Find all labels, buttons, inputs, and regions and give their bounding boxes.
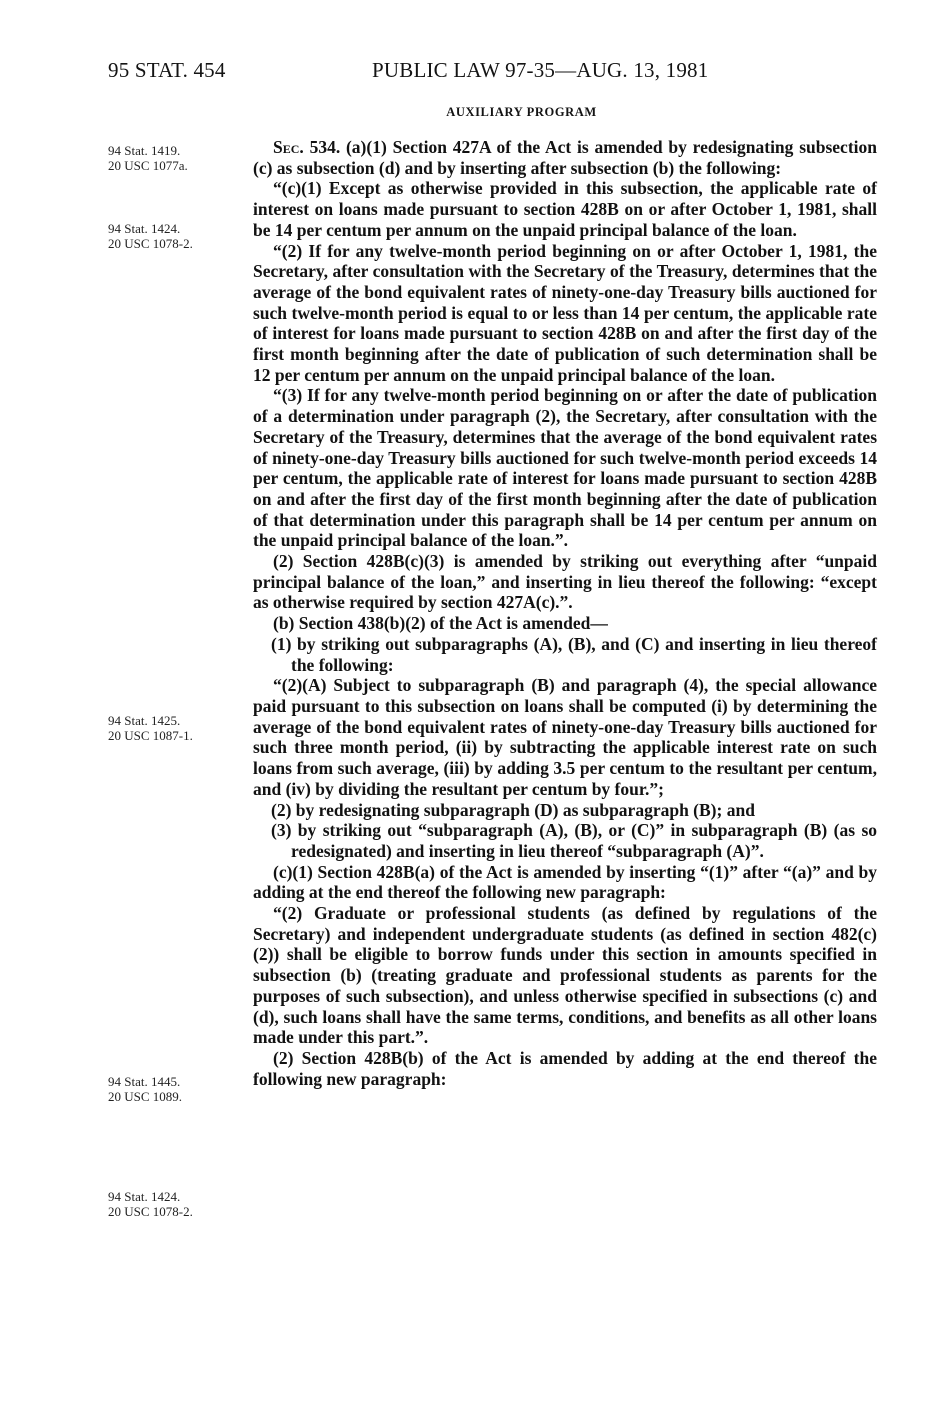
sec-text: 534. (a)(1) Section 427A of the Act is amended by redesignating subsection (c) as subsection (d) and by inserting after subsection (b) the following: [253,137,877,178]
margin-note-usc: 20 USC 1078-2. [108,1204,193,1219]
paragraph-c3: “(3) If for any twelve-month period beginning on or after the date of publication of a determination under paragraph (2), the Secretary, after consultation with the Secretary of the Treasury, determines that the average of the bond equivalent rates of ninety-one-day Treasury bills auctioned for such twelve-month period exceeds 14 per centum, the applicable rate of interest for loans made pursuant to section 428B on and after the first day of the first month beginning after the date of publication of that determination under this paragraph shall be 14 per centum per annum on the unpaid principal balance of the loan.”. [253,385,877,551]
margin-note-stat: 94 Stat. 1424. [108,1189,181,1204]
margin-note [108,221,248,251]
page-number-header: 95 STAT. 454 [108,58,226,82]
margin-note-stat: 94 Stat. 1445. [108,1074,181,1089]
margin-note [108,713,248,743]
margin-note-usc: 20 USC 1087-1. [108,728,193,743]
statute-body [253,137,877,1089]
margin-note [108,143,248,173]
section-heading: AUXILIARY PROGRAM [446,105,597,119]
margin-note-stat: 94 Stat. 1419. [108,143,181,158]
margin-note-usc: 20 USC 1077a. [108,158,188,173]
margin-note-usc: 20 USC 1078-2. [108,236,193,251]
paragraph-b: (b) Section 438(b)(2) of the Act is amended— [273,613,608,634]
paragraph-c1: “(c)(1) Except as otherwise provided in this subsection, the applicable rate of interest on loans made pursuant to section 428B on or after October 1, 1981, shall be 14 per centum per annum on the unpaid principal balance of the loan. [253,178,877,240]
paragraph-c-1: (c)(1) Section 428B(a) of the Act is amended by inserting “(1)” after “(a)” and by adding at the end thereof the following new paragraph: [253,861,877,903]
margin-note [108,1189,248,1219]
clause-b3: (3) by striking out “subparagraph (A), (B), or (C)” in subparagraph (B) (as so redesignated) and inserting in lieu thereof “subparagraph (A)”. [271,820,877,861]
paragraph-new-2: “(2) Graduate or professional students (as defined by regulations of the Secretary) and independent undergraduate students (as defined in section 482(c)(2)) shall be eligible to borrow funds under this section in amounts specified in subsection (b) (treating graduate and professional students as parents for the purposes of such subsection), and unless otherwise specified in subsections (c) and (d), such loans shall have the same terms, conditions, and benefits as all other loans made under this part.”. [253,903,877,1048]
margin-note-stat: 94 Stat. 1424. [108,221,181,236]
paragraph-a2: (2) Section 428B(c)(3) is amended by striking out everything after “unpaid principal balance of the loan,” and inserting in lieu thereof the following: “except as otherwise required by section 427A(c).”. [253,551,877,613]
clause-b1: (1) by striking out subparagraphs (A), (B), and (C) and inserting in lieu thereof the following: [271,633,877,675]
paragraph-2a: “(2)(A) Subject to subparagraph (B) and paragraph (4), the special allowance paid pursuant to this subsection on loans shall be computed (i) by determining the average of the bond equivalent rates of ninety-one-day Treasury bills auctioned for such three month period, (ii) by subtracting the applicable interest rate on such loans from such average, (iii) by adding 3.5 per centum to the resultant per centum, and (iv) by dividing the resultant per centum by four.”; [253,675,877,799]
public-law-header: PUBLIC LAW 97-35—AUG. 13, 1981 [372,58,709,82]
margin-note-usc: 20 USC 1089. [108,1089,183,1104]
section-534-intro [253,137,877,178]
margin-note-stat: 94 Stat. 1425. [108,713,181,728]
paragraph-c-2: (2) Section 428B(b) of the Act is amended by adding at the end thereof the following new paragraph: [253,1047,877,1089]
sec-label: Sec. [273,137,304,157]
margin-note [108,1074,248,1104]
clause-b2: (2) by redesignating subparagraph (D) as subparagraph (B); and [271,799,755,820]
paragraph-c2: “(2) If for any twelve-month period beginning on or after October 1, 1981, the Secretary, after consultation with the Secretary of the Treasury, determines that the average of the bond equivalent rates of ninety-one-day Treasury bills auctioned for such twelve-month period is equal to or less than 14 per centum, the applicable rate of interest for loans made pursuant to section 428B on and after the first day of the first month beginning after the date of publication of such determination shall be 12 per centum per annum on the unpaid principal balance of the loan. [253,240,877,385]
